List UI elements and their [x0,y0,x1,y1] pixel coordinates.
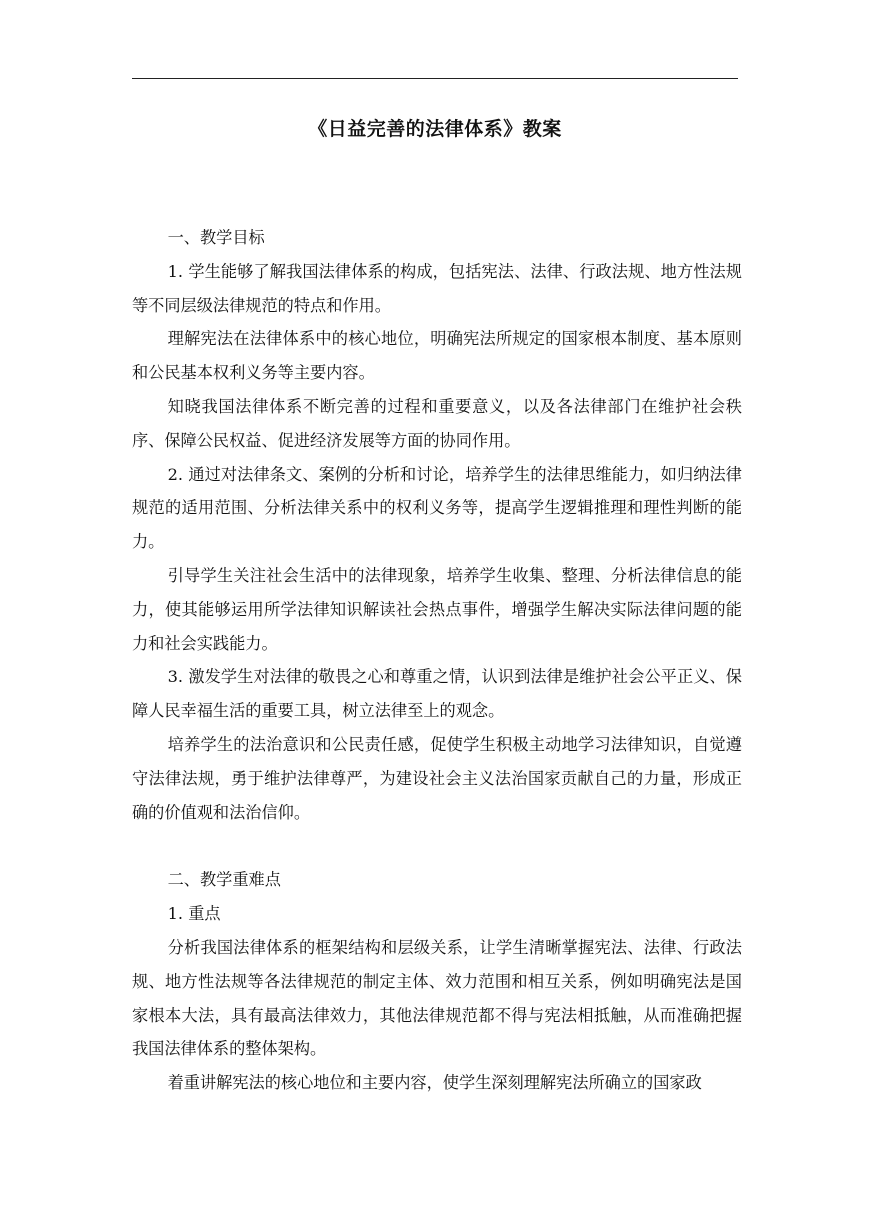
paragraph: 引导学生关注社会生活中的法律现象，培养学生收集、整理、分析法律信息的能力，使其能够运用所学法律知识解读社会热点事件，增强学生解决实际法律问题的能力和社会实践能力。 [132,565,742,653]
paragraph: 知晓我国法律体系不断完善的过程和重要意义，以及各法律部门在维护社会秩序、保障公民权益、促进经济发展等方面的协同作用。 [132,396,742,450]
header-rule [132,78,738,79]
paragraph: 1. 学生能够了解我国法律体系的构成，包括宪法、法律、行政法规、地方性法规等不同层级法律规范的特点和作用。 [132,261,742,315]
paragraph: 理解宪法在法律体系中的核心地位，明确宪法所规定的国家根本制度、基本原则和公民基本权利义务等主要内容。 [132,329,742,383]
paragraph: 分析我国法律体系的框架结构和层级关系，让学生清晰掌握宪法、法律、行政法规、地方性法规等各法律规范的制定主体、效力范围和相互关系，例如明确宪法是国家根本大法，具有最高法律效力，其他法律规范都不得与宪法相抵触，从而准确把握我国法律体系的整体架构。 [132,937,742,1059]
section-heading-objectives: 一、教学目标 [167,228,265,247]
paragraph: 2. 通过对法律条文、案例的分析和讨论，培养学生的法律思维能力，如归纳法律规范的适用范围、分析法律关系中的权利义务等，提高学生逻辑推理和理性判断的能力。 [132,464,742,552]
paragraph: 着重讲解宪法的核心地位和主要内容，使学生深刻理解宪法所确立的国家政 [167,1073,702,1093]
section-heading-key-points: 二、教学重难点 [167,870,281,890]
paragraph: 培养学生的法治意识和公民责任感，促使学生积极主动地学习法律知识，自觉遵守法律法规，勇于维护法律尊严，为建设社会主义法治国家贡献自己的力量，形成正确的价值观和法治信仰。 [132,734,742,822]
subheading-key-point: 1. 重点 [167,904,221,924]
document-body [132,221,742,1100]
document-title: 《日益完善的法律体系》教案 [308,118,562,140]
paragraph: 3. 激发学生对法律的敬畏之心和尊重之情，认识到法律是维护社会公平正义、保障人民幸福生活的重要工具，树立法律至上的观念。 [132,667,742,721]
